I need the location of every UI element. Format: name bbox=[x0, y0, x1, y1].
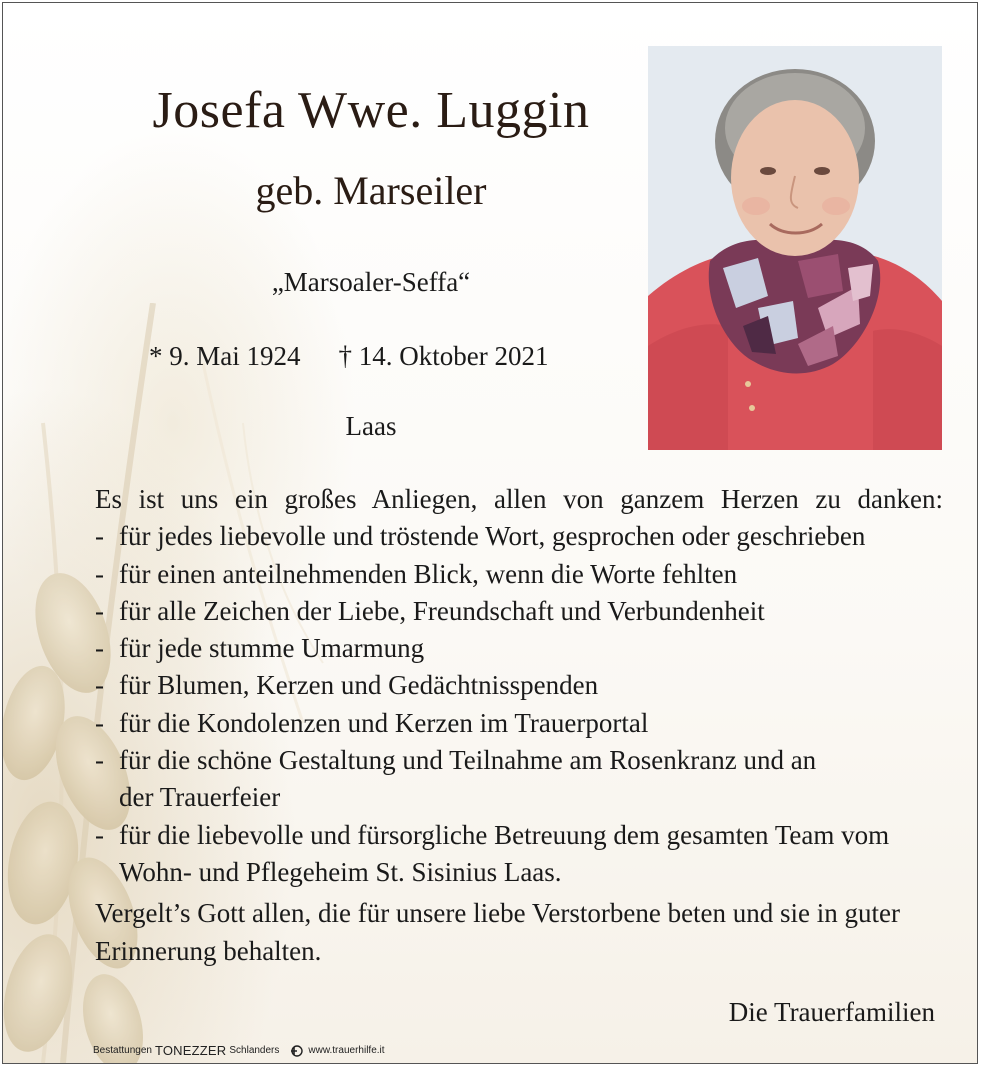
list-item bbox=[95, 817, 939, 892]
list-item bbox=[95, 705, 955, 742]
bullet-dash: - bbox=[95, 558, 104, 589]
footer-suffix: Schlanders bbox=[229, 1045, 280, 1056]
nickname: „Marsoaler-Seffa“ bbox=[271, 267, 471, 297]
trauerhilfe-logo-icon bbox=[289, 1045, 303, 1057]
list-item-text: für jede stumme Umarmung bbox=[119, 633, 425, 664]
list-item bbox=[95, 667, 955, 704]
birth-date: * 9. Mai 1924 bbox=[149, 341, 301, 371]
thanks-list bbox=[95, 518, 955, 891]
footer-website: www.trauerhilfe.it bbox=[308, 1045, 385, 1056]
list-item-text: für die schöne Gestaltung und Teilnahme am Rosenkranz und an der Trauerfeier bbox=[119, 745, 817, 813]
list-item-text: für Blumen, Kerzen und Gedächtnisspenden bbox=[119, 670, 599, 701]
footer-prefix: Bestattungen bbox=[93, 1045, 152, 1056]
maiden-name: geb. Marseiler bbox=[255, 168, 487, 213]
list-item-text: für die Kondolenzen und Kerzen im Trauerportal bbox=[119, 707, 649, 738]
list-item bbox=[95, 593, 955, 630]
bullet-dash: - bbox=[95, 819, 104, 850]
bullet-dash: - bbox=[95, 521, 104, 552]
list-item bbox=[95, 518, 955, 555]
signature: Die Trauerfamilien bbox=[728, 997, 935, 1027]
place: Laas bbox=[345, 411, 397, 441]
life-dates bbox=[149, 341, 548, 372]
list-item-text: für einen anteilnehmenden Blick, wenn die Worte fehlten bbox=[119, 558, 738, 589]
list-item-text: für jedes liebevolle und tröstende Wort, gesprochen oder geschrieben bbox=[119, 521, 866, 552]
list-item bbox=[95, 556, 955, 593]
thanks-intro: Es ist uns ein großes Anliegen, allen von ganzem Herzen zu danken: bbox=[95, 484, 943, 514]
list-item bbox=[95, 630, 955, 667]
bullet-dash: - bbox=[95, 707, 104, 738]
footer-brand: TONEZZER bbox=[154, 1043, 227, 1058]
deceased-name: Josefa Wwe. Luggin bbox=[152, 82, 590, 139]
bullet-dash: - bbox=[95, 595, 104, 626]
bullet-dash: - bbox=[95, 633, 104, 664]
thanks-section bbox=[95, 481, 955, 970]
bullet-dash: - bbox=[95, 745, 104, 776]
closing-text: Vergelt’s Gott allen, die für unsere liebe Verstorbene beten und sie in guter Erinnerung behalten. bbox=[95, 898, 901, 966]
list-item bbox=[95, 742, 819, 817]
list-item-text: für die liebevolle und fürsorgliche Betreuung dem gesamten Team vom Wohn- und Pflegeheim St. Sisinius Laas. bbox=[119, 819, 890, 887]
death-date: † 14. Oktober 2021 bbox=[338, 341, 549, 371]
bullet-dash: - bbox=[95, 670, 104, 701]
funeral-home-footer bbox=[93, 1043, 385, 1058]
obituary-card bbox=[2, 2, 978, 1064]
list-item-text: für alle Zeichen der Liebe, Freundschaft und Verbundenheit bbox=[119, 595, 765, 626]
